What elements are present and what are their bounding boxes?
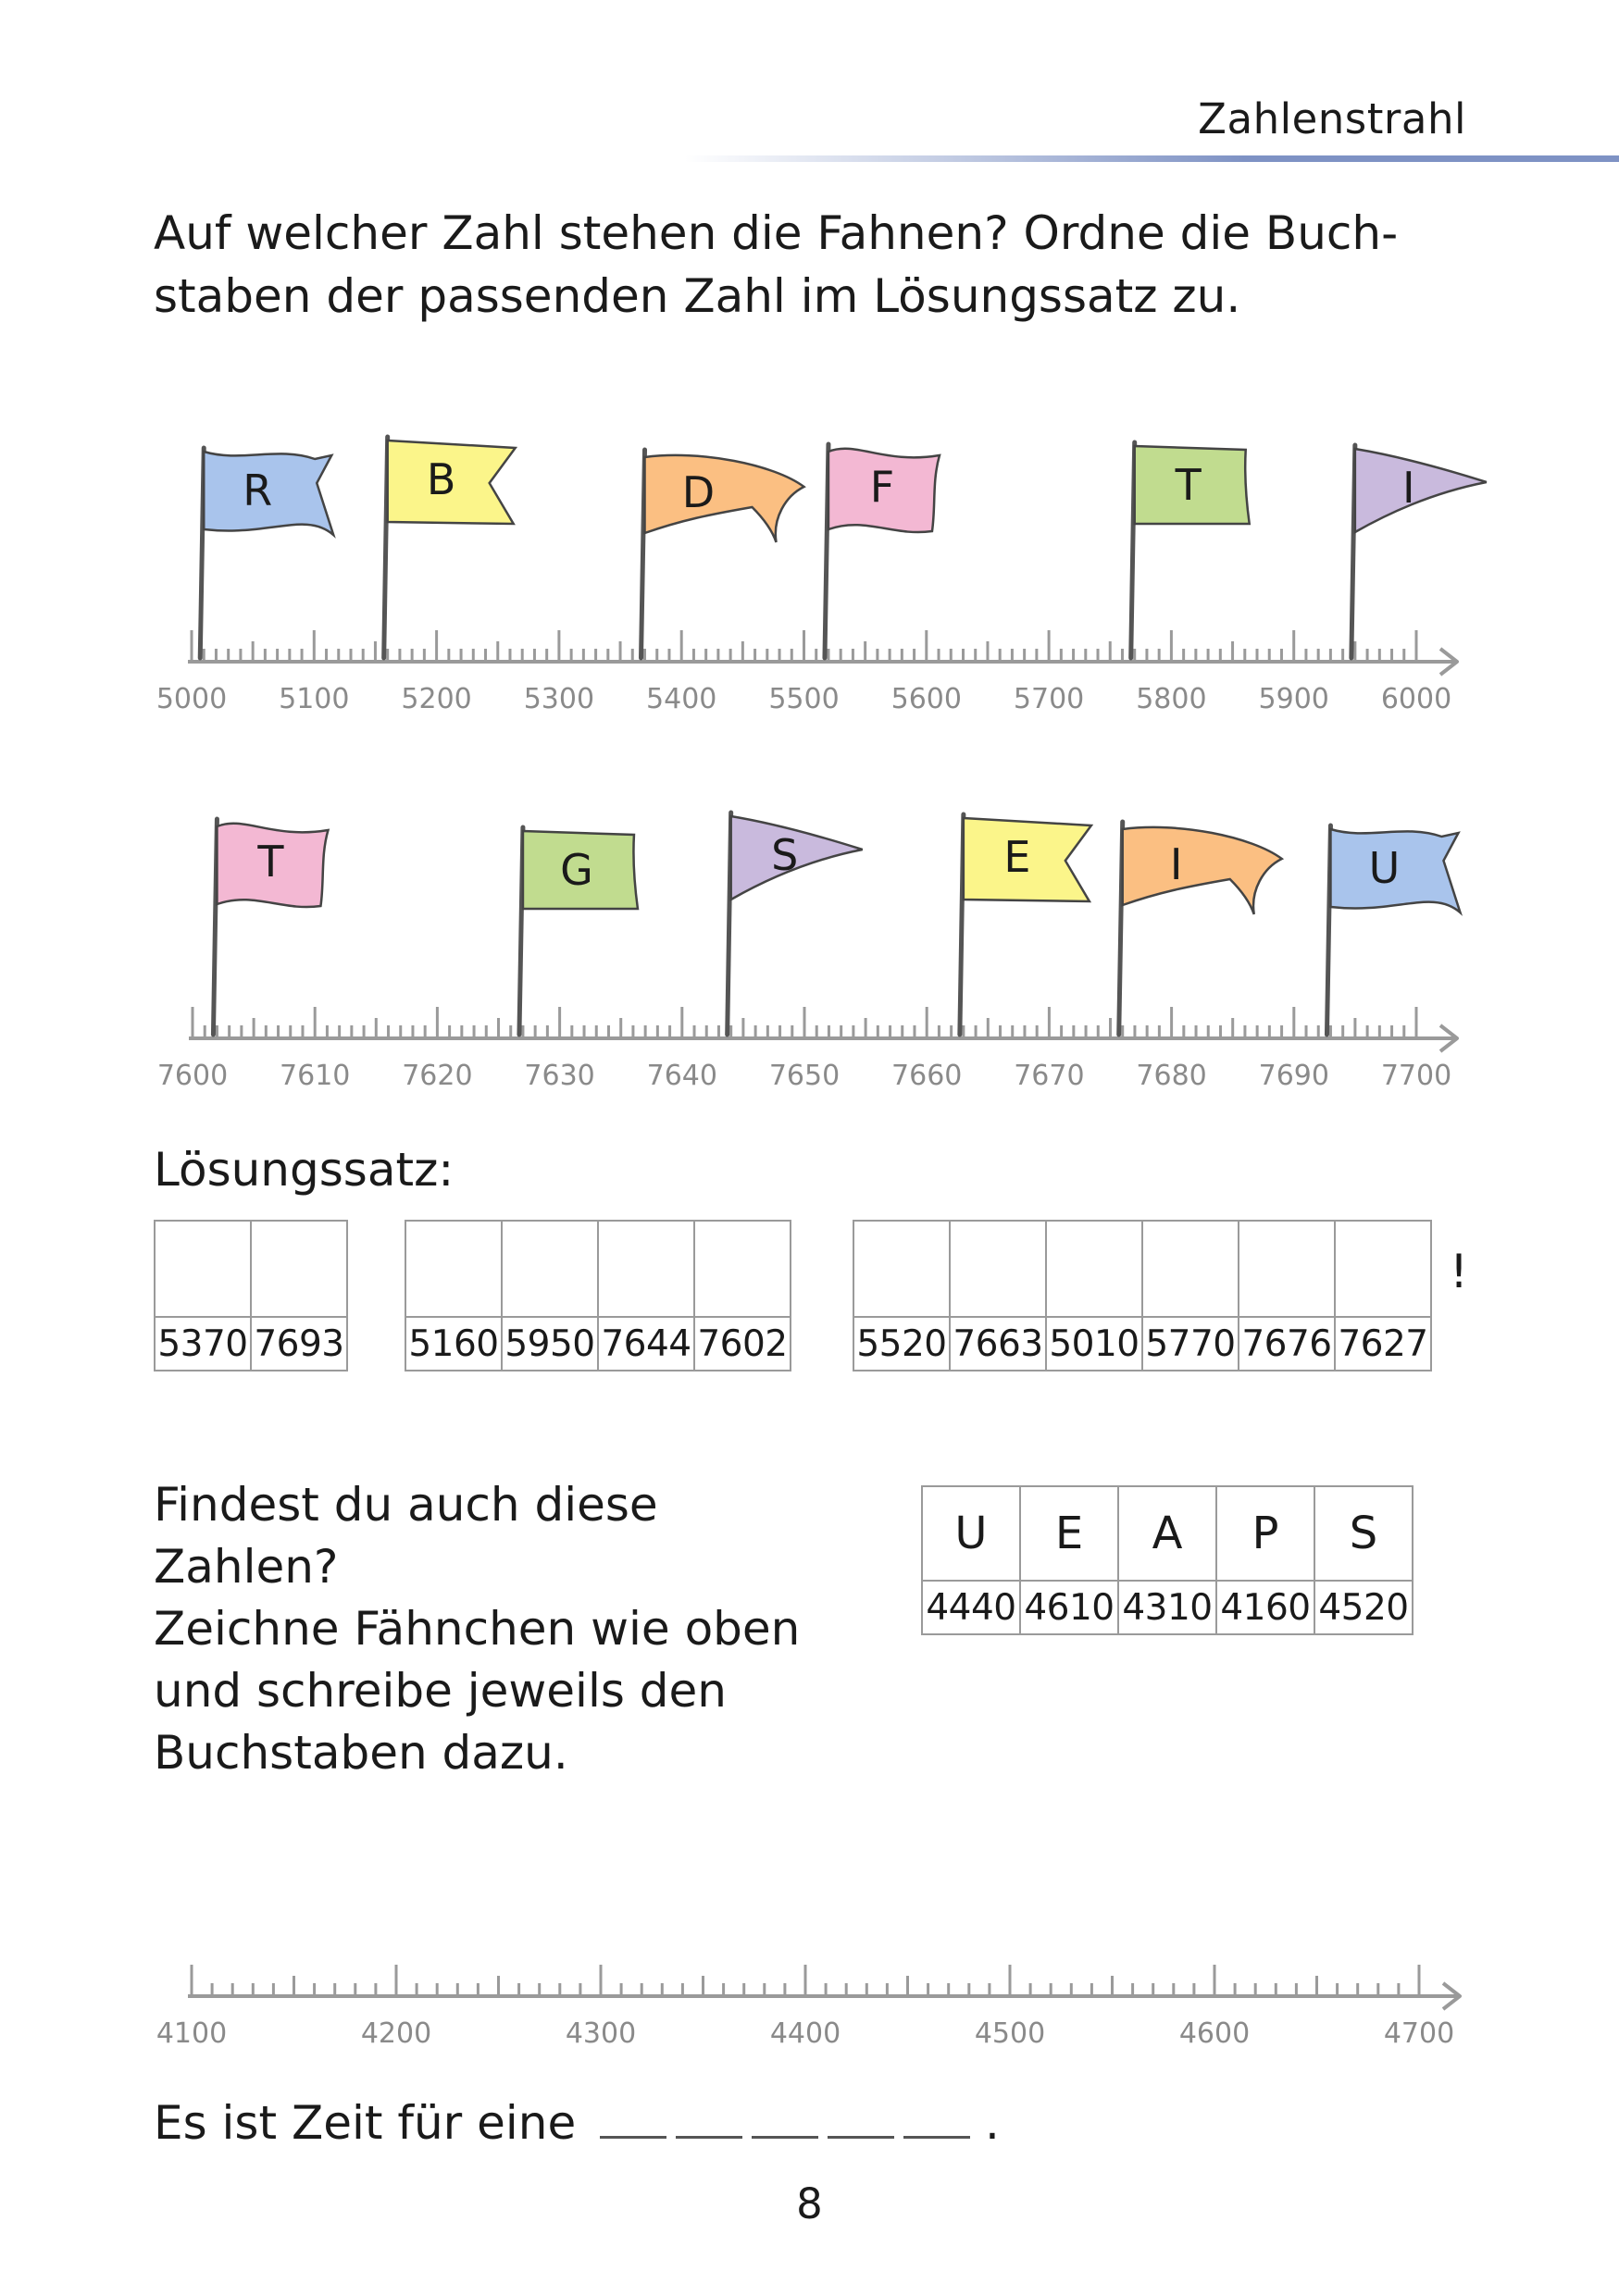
axis-tick-label: 4500 xyxy=(974,2017,1046,2050)
axis-tick-label: 7620 xyxy=(402,1060,473,1092)
axis-tick-label: 5500 xyxy=(768,683,840,715)
solution-box[interactable] xyxy=(1335,1221,1431,1317)
solution-box[interactable] xyxy=(853,1221,950,1317)
task2-number: 4160 xyxy=(1216,1581,1314,1634)
axis-tick-label: 7650 xyxy=(768,1060,841,1092)
flag-letter: B xyxy=(426,454,456,504)
final-sentence-text: Es ist Zeit für eine xyxy=(154,2096,577,2150)
axis-tick-label: 5300 xyxy=(523,683,595,715)
solution-word-1 xyxy=(154,1220,348,1371)
flag-t xyxy=(1131,442,1250,658)
axis-tick-label: 7640 xyxy=(646,1060,717,1092)
flag-cloth xyxy=(1355,449,1487,532)
task2-letter: U xyxy=(922,1486,1020,1581)
number-line-2 xyxy=(0,777,1619,1111)
solution-number: 7602 xyxy=(694,1317,791,1371)
flag-letter: T xyxy=(1175,460,1202,510)
task2-letter-table xyxy=(921,1485,1414,1635)
axis-tick-label: 5800 xyxy=(1136,683,1207,715)
flag-letter: R xyxy=(243,465,273,515)
flag-d xyxy=(641,450,804,658)
task2-letter: S xyxy=(1314,1486,1413,1581)
axis-group xyxy=(156,1965,1460,2050)
axis-group xyxy=(157,1007,1457,1092)
solution-number: 5520 xyxy=(853,1317,950,1371)
flag-letter: E xyxy=(1003,832,1031,882)
axis-tick-label: 7700 xyxy=(1380,1060,1452,1092)
solution-number: 7627 xyxy=(1335,1317,1431,1371)
flag-letter: D xyxy=(681,467,716,517)
solution-number: 7663 xyxy=(950,1317,1046,1371)
axis-tick-label: 4100 xyxy=(156,2017,228,2050)
answer-blank[interactable] xyxy=(903,2099,970,2139)
axis-tick-label: 7610 xyxy=(280,1060,351,1092)
task2-letter: E xyxy=(1020,1486,1118,1581)
solution-number: 7644 xyxy=(598,1317,694,1371)
solution-box[interactable] xyxy=(502,1221,598,1317)
task2-number: 4520 xyxy=(1314,1581,1413,1634)
axis-tick-label: 5700 xyxy=(1013,683,1085,715)
final-sentence-blanks[interactable] xyxy=(591,2096,970,2150)
number-line-1 xyxy=(0,389,1619,722)
axis-tick-label: 5200 xyxy=(401,683,472,715)
axis-tick-label: 4600 xyxy=(1178,2017,1251,2050)
solution-box[interactable] xyxy=(950,1221,1046,1317)
task2-letter: A xyxy=(1118,1486,1216,1581)
axis-tick-label: 7660 xyxy=(891,1060,963,1092)
header-accent-line xyxy=(685,155,1619,162)
flag-letter: U xyxy=(1368,843,1401,893)
solution-number: 7676 xyxy=(1239,1317,1335,1371)
flag-s xyxy=(728,813,863,1035)
axis-tick-label: 5100 xyxy=(279,683,350,715)
solution-box[interactable] xyxy=(1239,1221,1335,1317)
task2-text xyxy=(154,1474,857,1784)
axis-tick-label: 5900 xyxy=(1258,683,1329,715)
solution-word-2 xyxy=(405,1220,791,1371)
final-sentence-period: . xyxy=(985,2096,1000,2150)
flag-r xyxy=(200,448,333,658)
task2-line-1: Findest du auch diese Zahlen? xyxy=(154,1478,658,1594)
task2-letter: P xyxy=(1216,1486,1314,1581)
flag-i xyxy=(1119,822,1282,1035)
page-header-title: Zahlenstrahl xyxy=(1198,94,1466,143)
solution-label: Lösungssatz: xyxy=(154,1143,455,1197)
flag-letter: I xyxy=(1169,839,1183,889)
task2-line-4: Buchstaben dazu. xyxy=(154,1726,568,1780)
flag-b xyxy=(384,437,516,658)
flag-e xyxy=(960,814,1091,1035)
task2-number: 4610 xyxy=(1020,1581,1118,1634)
task2-line-2: Zeichne Fähnchen wie oben xyxy=(154,1602,801,1656)
axis-tick-label: 7600 xyxy=(156,1060,229,1092)
flag-letter: F xyxy=(869,462,895,512)
final-sentence xyxy=(154,2096,1000,2150)
axis-tick-label: 7690 xyxy=(1258,1060,1329,1092)
flag-cloth xyxy=(645,455,804,542)
axis-tick-label: 5000 xyxy=(156,683,228,715)
flag-letter: S xyxy=(771,830,799,880)
solution-box[interactable] xyxy=(405,1221,502,1317)
solution-number: 5160 xyxy=(405,1317,502,1371)
axis-tick-label: 7670 xyxy=(1014,1060,1085,1092)
task2-number: 4310 xyxy=(1118,1581,1216,1634)
axis-tick-label: 4200 xyxy=(360,2017,432,2050)
axis-tick-label: 7680 xyxy=(1136,1060,1207,1092)
solution-box[interactable] xyxy=(155,1221,251,1317)
flag-f xyxy=(825,444,940,658)
flag-letter: T xyxy=(257,837,284,887)
answer-blank[interactable] xyxy=(752,2099,818,2139)
solution-number: 5770 xyxy=(1142,1317,1239,1371)
flag-u xyxy=(1326,825,1460,1035)
solution-box[interactable] xyxy=(251,1221,347,1317)
page-number: 8 xyxy=(796,2179,823,2228)
axis-tick-label: 6000 xyxy=(1380,683,1452,715)
flag-t xyxy=(213,819,328,1035)
solution-box[interactable] xyxy=(598,1221,694,1317)
flag-g xyxy=(519,827,638,1035)
flag-cloth xyxy=(1123,827,1282,914)
task2-line-3: und schreibe jeweils den xyxy=(154,1664,727,1718)
axis-group xyxy=(156,630,1457,715)
number-line-3 xyxy=(0,1943,1619,2054)
solution-number: 5950 xyxy=(502,1317,598,1371)
solution-exclamation: ! xyxy=(1450,1245,1469,1298)
axis-tick-label: 5400 xyxy=(646,683,717,715)
solution-number: 5010 xyxy=(1046,1317,1142,1371)
flag-letter: G xyxy=(560,845,593,895)
axis-tick-label: 4700 xyxy=(1383,2017,1455,2050)
solution-box[interactable] xyxy=(1046,1221,1142,1317)
answer-blank[interactable] xyxy=(676,2099,742,2139)
instruction-line-2: staben der passenden Zahl im Lösungssatz zu. xyxy=(154,269,1241,323)
axis-tick-label: 7630 xyxy=(524,1060,595,1092)
flag-i xyxy=(1351,445,1487,658)
solution-box[interactable] xyxy=(1142,1221,1239,1317)
answer-blank[interactable] xyxy=(600,2099,666,2139)
solution-word-3 xyxy=(853,1220,1432,1371)
solution-number: 5370 xyxy=(155,1317,251,1371)
instruction-line-1: Auf welcher Zahl stehen die Fahnen? Ordne die Buch- xyxy=(154,206,1399,260)
flag-letter: I xyxy=(1402,463,1415,513)
solution-box[interactable] xyxy=(694,1221,791,1317)
axis-tick-label: 5600 xyxy=(890,683,962,715)
instruction-text xyxy=(154,202,1431,328)
solution-number: 7693 xyxy=(251,1317,347,1371)
axis-tick-label: 4300 xyxy=(565,2017,637,2050)
axis-tick-label: 4400 xyxy=(769,2017,841,2050)
task2-number: 4440 xyxy=(922,1581,1020,1634)
answer-blank[interactable] xyxy=(828,2099,894,2139)
